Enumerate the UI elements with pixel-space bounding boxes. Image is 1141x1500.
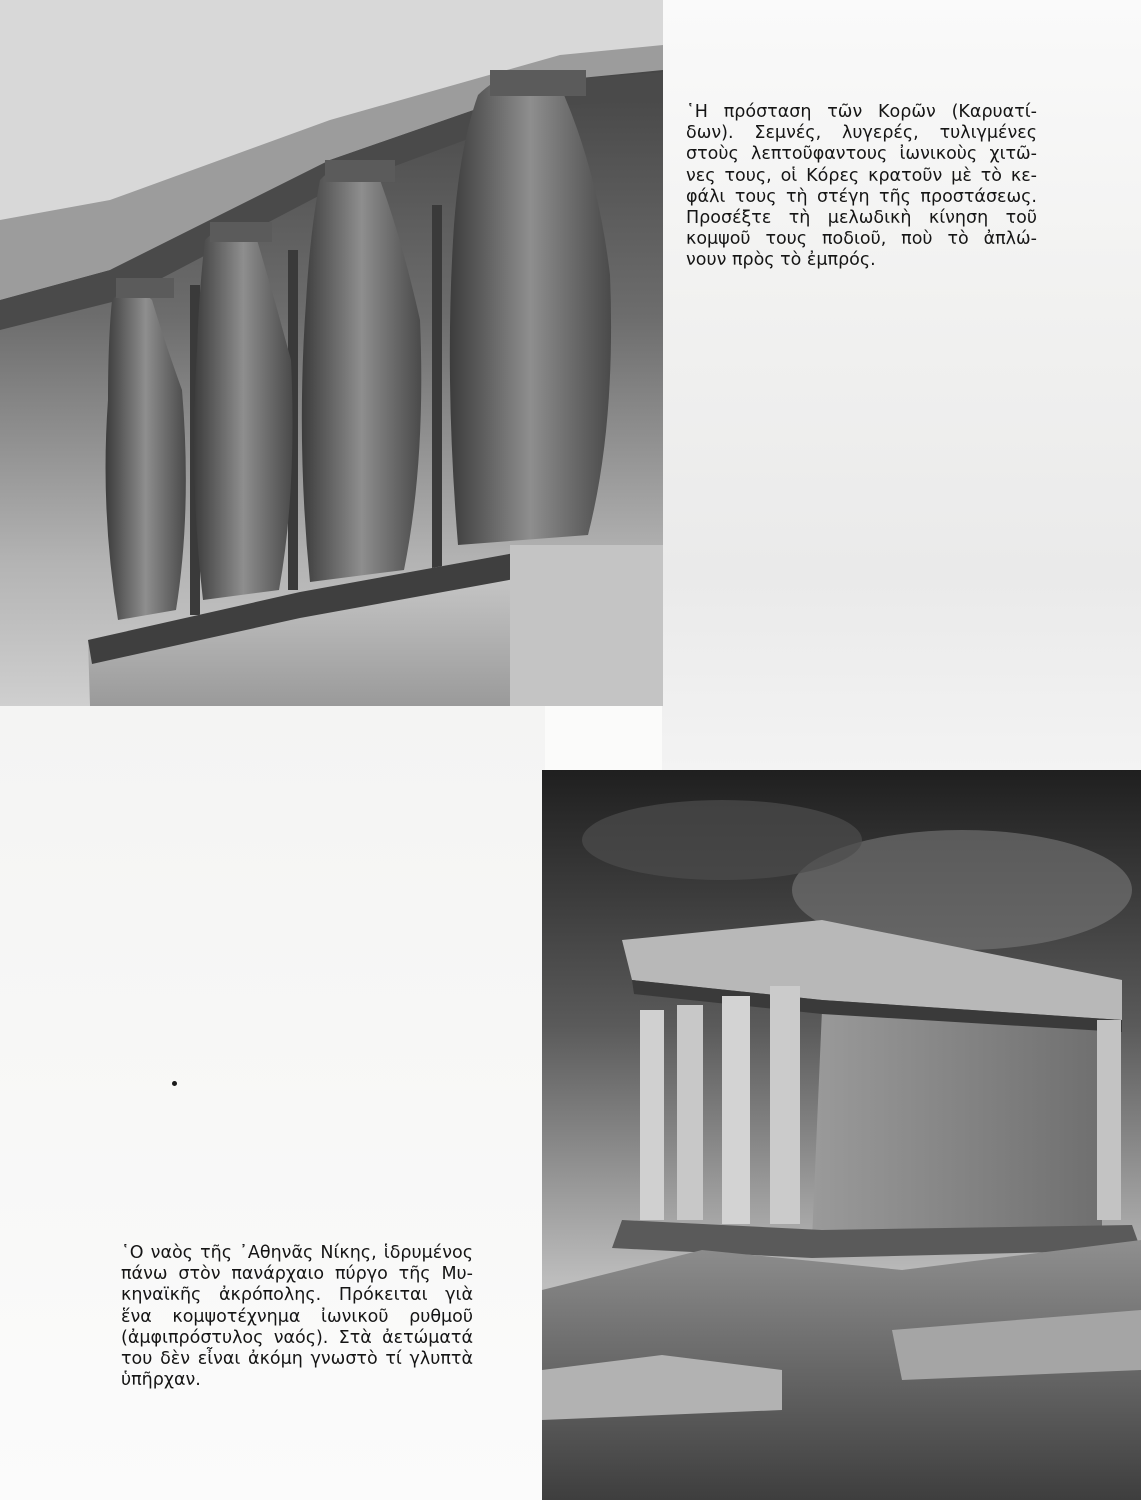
caption-line: ῾Ο ναὸς τῆς ᾿Αθηνᾶς Νίκης, ἱδρυμένος <box>121 1243 473 1263</box>
caption-line: νουν πρὸς τὸ ἐμπρός. <box>686 250 876 271</box>
caption-line: νες τους, οἱ Κόρες κρατοῦν μὲ τὸ κε- <box>686 165 1037 186</box>
caption-line: ῾Η πρόσταση τῶν Κορῶν (Καρυατί- <box>686 102 1037 122</box>
caryatids-caption <box>686 102 1037 272</box>
caption-line: φάλι τους τὴ στέγη τῆς προστάσεως. <box>686 186 1037 207</box>
caption-line: Προσέξτε τὴ μελωδικὴ κίνηση τοῦ <box>686 208 1037 229</box>
caption-line: (ἀμφιπρόστυλος ναός). Στὰ ἀετώματά <box>121 1327 473 1348</box>
caption-line: του δὲν εἶναι ἀκόμη γνωστὸ τί γλυπτὰ <box>121 1349 473 1370</box>
stray-ink-dot <box>172 1081 177 1086</box>
caption-line: πάνω στὸν πανάρχαιο πύργο τῆς Μυ- <box>121 1264 473 1285</box>
caption-line: ἕνα κομψοτέχνημα ἰωνικοῦ ρυθμοῦ <box>121 1306 473 1327</box>
caption-line: δων). Σεμνές, λυγερές, τυλιγμένες <box>686 123 1037 144</box>
caption-line: κομψοῦ τους ποδιοῦ, ποὺ τὸ ἀπλώ- <box>686 229 1037 250</box>
caption-line: κηναϊκῆς ἀκρόπολης. Πρόκειται γιὰ <box>121 1285 473 1306</box>
temple-photo <box>542 770 1141 1500</box>
caryatids-photo <box>0 0 663 706</box>
caption-line: στοὺς λεπτοῦφαντους ἰωνικοὺς χιτῶ- <box>686 144 1037 165</box>
caption-line: ὑπῆρχαν. <box>121 1370 201 1391</box>
temple-caption <box>121 1243 473 1391</box>
